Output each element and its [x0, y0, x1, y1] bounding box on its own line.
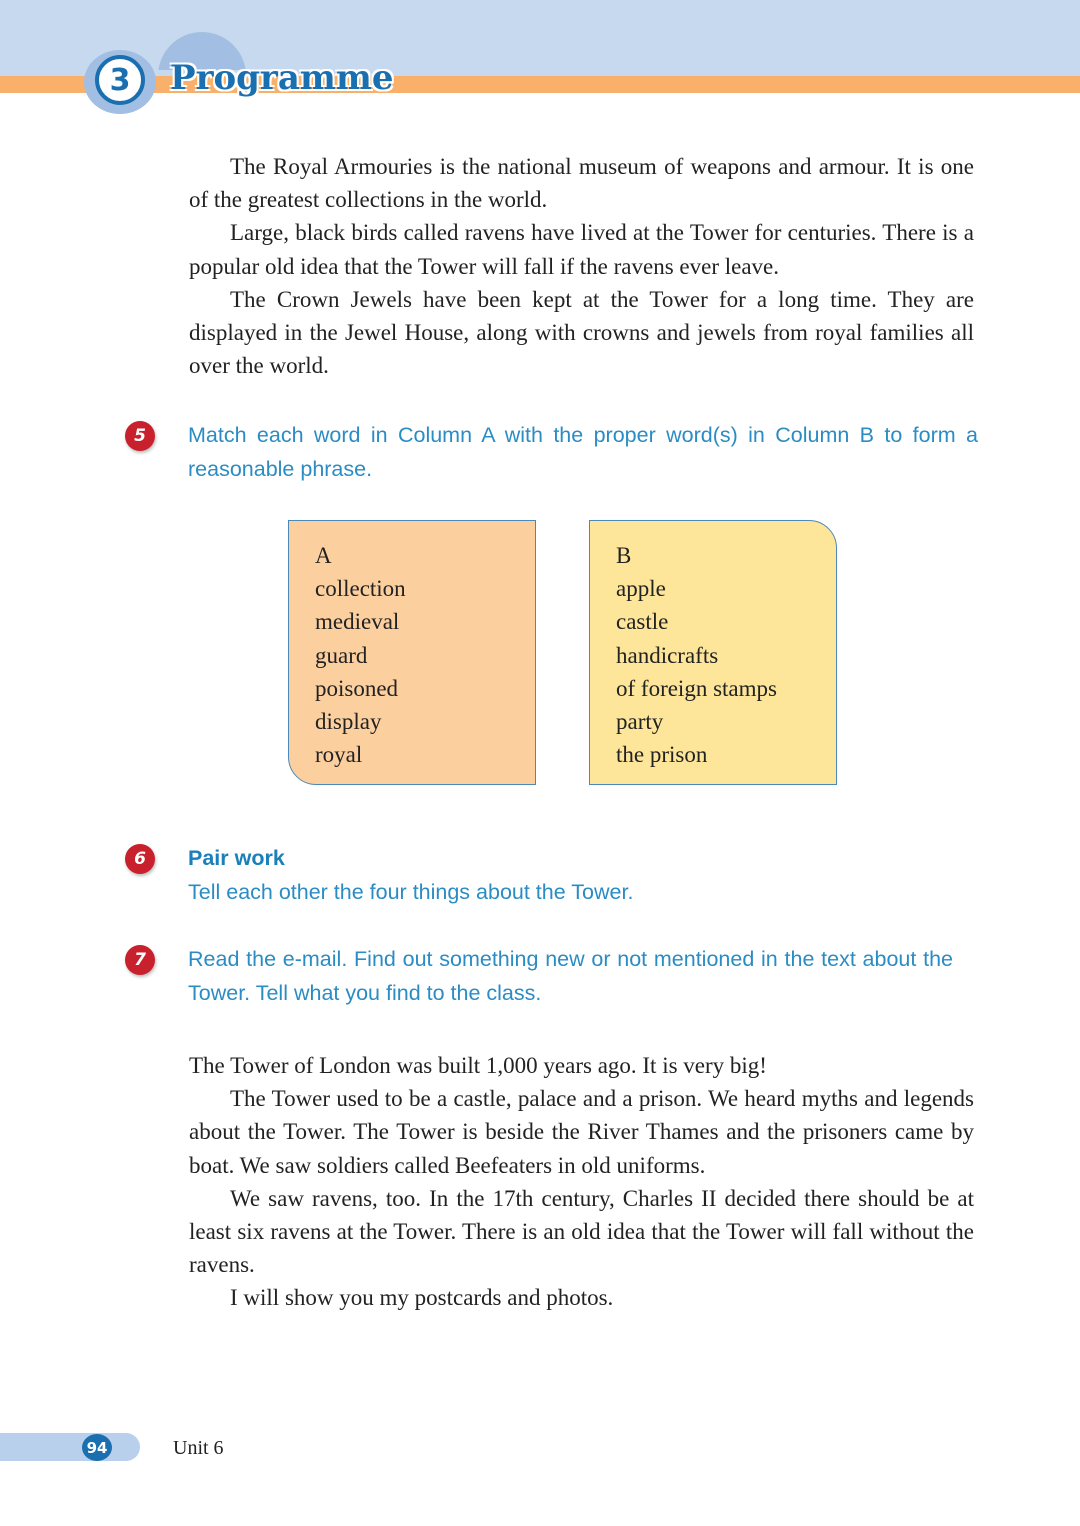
intro-text	[189, 150, 974, 382]
column-b-item: castle	[616, 609, 669, 635]
column-a-item: medieval	[315, 609, 400, 635]
column-b-item: of foreign stamps	[616, 675, 777, 701]
page-title: Programme	[170, 58, 394, 98]
column-b-header: B	[616, 543, 632, 568]
column-a-item: poisoned	[315, 675, 399, 701]
email-paragraph: I will show you my postcards and photos.	[230, 1285, 614, 1311]
unit-label: Unit 6	[173, 1437, 224, 1459]
column-a-item: collection	[315, 576, 406, 602]
column-b-item: apple	[616, 576, 666, 602]
column-b-item: party	[616, 709, 664, 735]
column-a-item: display	[315, 709, 382, 735]
column-b-item: the prison	[616, 742, 708, 768]
exercise-5-badge: 5	[125, 421, 155, 451]
footer-bar	[0, 1433, 140, 1461]
intro-paragraph: The Royal Armouries is the national museum of weapons and armour. It is one of the greatest collections in the world.	[189, 154, 974, 213]
email-text	[189, 1049, 974, 1315]
exercise-6-badge: 6	[125, 844, 155, 874]
header-stripe	[0, 76, 1080, 93]
section-number: 3	[95, 55, 145, 105]
column-a-box	[288, 520, 536, 785]
exercise-6	[188, 841, 978, 909]
email-paragraph: We saw ravens, too. In the 17th century, Charles II decided there should be at least six ravens at the Tower. There is an old idea that the Tower will fall without the ravens.	[189, 1185, 974, 1278]
column-a-header: A	[315, 543, 332, 568]
exercise-5-instruction: Match each word in Column A with the proper word(s) in Column B to form a reasonable phrase.	[188, 423, 978, 481]
column-a-item: royal	[315, 742, 363, 768]
exercise-6-instruction: Tell each other the four things about the Tower.	[188, 880, 634, 904]
column-a-item: guard	[315, 642, 368, 668]
exercise-6-title: Pair work	[188, 846, 285, 870]
intro-paragraph: The Crown Jewels have been kept at the Tower for a long time. They are displayed in the Jewel House, along with crowns and jewels from royal families all over the world.	[189, 286, 974, 379]
column-b-item: handicrafts	[616, 642, 719, 668]
email-paragraph: The Tower of London was built 1,000 years ago. It is very big!	[189, 1053, 767, 1078]
exercise-7-instruction: Read the e-mail. Find out something new or not mentioned in the text about the Tower. Tell what you find to the class.	[188, 947, 953, 1005]
exercise-7-badge: 7	[125, 945, 155, 975]
intro-paragraph: Large, black birds called ravens have lived at the Tower for centuries. There is a popular old idea that the Tower will fall if the ravens ever leave.	[189, 220, 974, 279]
column-b-box	[589, 520, 837, 785]
page-number: 94	[82, 1434, 112, 1461]
email-paragraph: The Tower used to be a castle, palace and a prison. We heard myths and legends about the Tower. The Tower is beside the River Thames and the prisoners came by boat. We saw soldiers called Beefeaters in old uniforms.	[189, 1086, 974, 1178]
